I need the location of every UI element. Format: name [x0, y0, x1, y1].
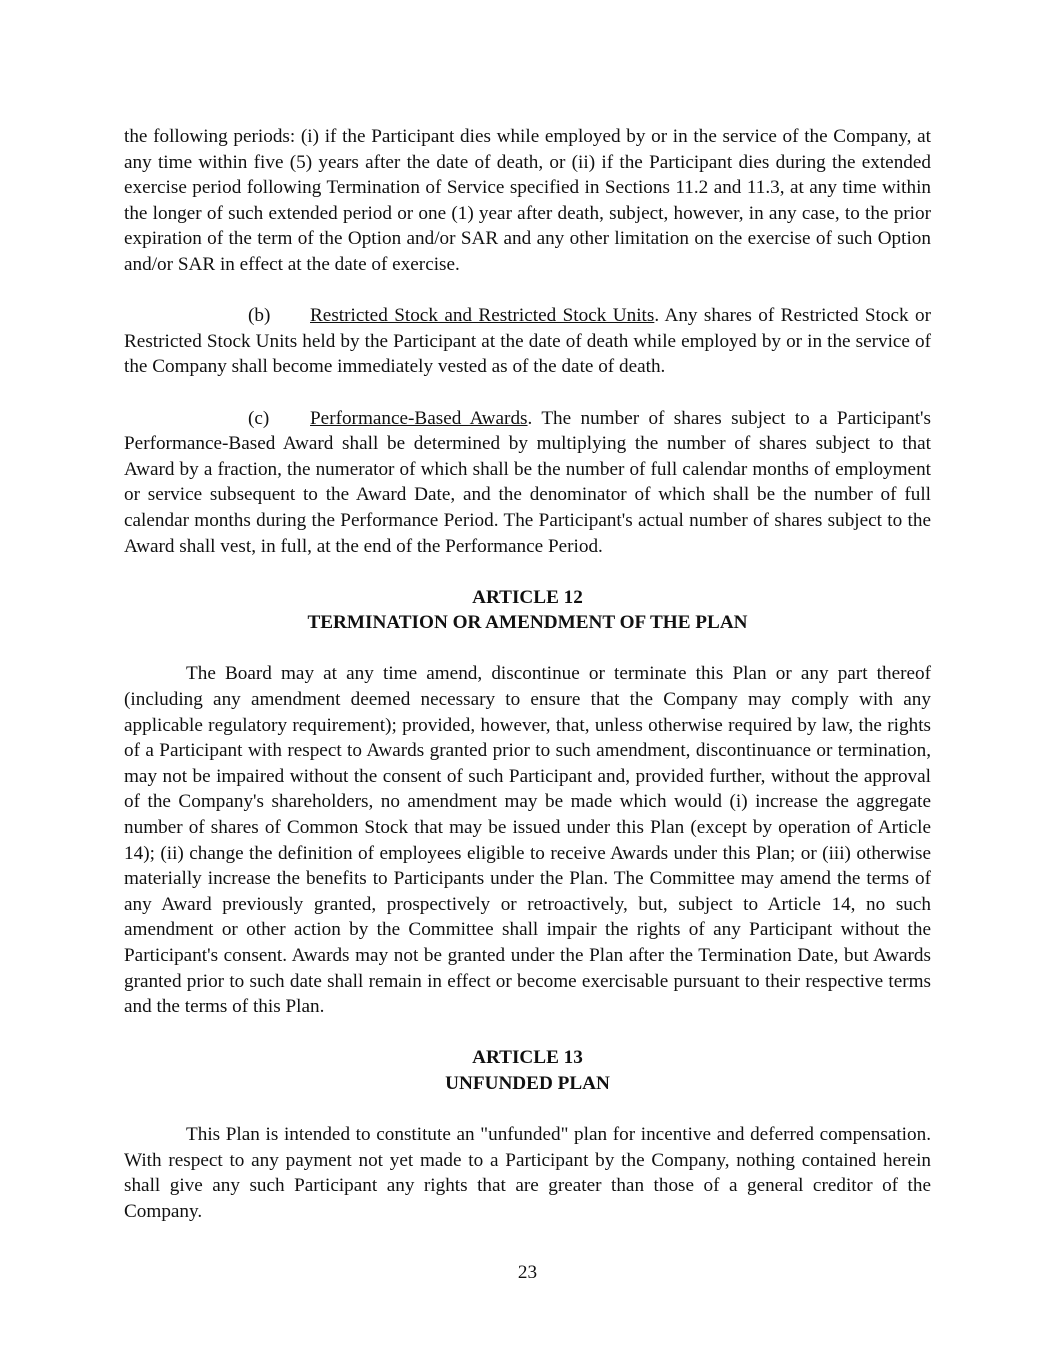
article-12-heading	[124, 585, 931, 636]
article-12-number: ARTICLE 12	[472, 586, 583, 608]
subsection-b-body: . Any shares of Restricted Stock or Restricted Stock Units held by the Participant at the date of death while employed by or in the service of the Company shall become immediately vested as of the date of death.	[124, 305, 931, 378]
subsection-c	[124, 406, 931, 560]
subsection-c-body: . The number of shares subject to a Participant's Performance-Based Award shall be determined by multiplying the number of shares subject to that Award by a fraction, the numerator of which shall be the number of full calendar months of employment or service subsequent to the Award Date, and the denominator of which shall be the number of full calendar months during the Performance Period. The Participant's actual number of shares subject to the Award shall vest, in full, at the end of the Performance Period.	[124, 407, 931, 557]
page-number: 23	[517, 1262, 538, 1283]
article-13-body: This Plan is intended to constitute an "unfunded" plan for incentive and deferred compensation. With respect to any payment not yet made to a Participant by the Company, nothing contained herein shall give any such Participant any rights that are greater than those of a general creditor of the Company.	[124, 1124, 931, 1222]
continuation-paragraph: the following periods: (i) if the Participant dies while employed by or in the service of the Company, at any time within five (5) years after the date of death, or (ii) if the Participant dies during the extended exercise period following Termination of Service specified in Sections 11.2 and 11.3, at any time within the longer of such extended period or one (1) year after death, subject, however, in any case, to the prior expiration of the term of the Option and/or SAR and any other limitation on the exercise of such Option and/or SAR in effect at the date of exercise.	[124, 126, 931, 275]
subsection-c-number: (c)	[248, 407, 270, 429]
article-12-body: The Board may at any time amend, discontinue or terminate this Plan or any part thereof (including any amendment deemed necessary to ensure that the Company may comply with any applicable regulatory requirement); provided, however, that, unless otherwise required by law, the rights of a Participant with respect to Awards granted prior to such amendment, discontinuance or termination, may not be impaired without the consent of such Participant and, provided further, without the approval of the Company's shareholders, no amendment may be made which would (i) increase the aggregate number of shares of Common Stock that may be issued under this Plan (except by operation of Article 14); (ii) change the definition of employees eligible to receive Awards under this Plan; or (iii) otherwise materially increase the benefits to Participants under the Plan. The Committee may amend the terms of any Award previously granted, prospectively or retroactively, but, subject to Article 14, no such amendment or other action by the Committee shall impair the rights of any Participant without the Participant's consent. Awards may not be granted under the Plan after the Termination Date, but Awards granted prior to such date shall remain in effect or become exercisable pursuant to their respective terms and the terms of this Plan.	[124, 663, 931, 1018]
article-13-number: ARTICLE 13	[472, 1047, 583, 1069]
subsection-b	[124, 303, 931, 380]
subsection-b-title: Restricted Stock and Restricted Stock Units	[310, 305, 655, 327]
article-12-title: TERMINATION OR AMENDMENT OF THE PLAN	[307, 612, 748, 634]
subsection-c-title: Performance-Based Awards	[310, 407, 528, 429]
article-13-heading	[124, 1045, 931, 1096]
subsection-b-number: (b)	[248, 305, 271, 327]
article-13-title: UNFUNDED PLAN	[445, 1072, 610, 1094]
document-page	[124, 124, 931, 1250]
